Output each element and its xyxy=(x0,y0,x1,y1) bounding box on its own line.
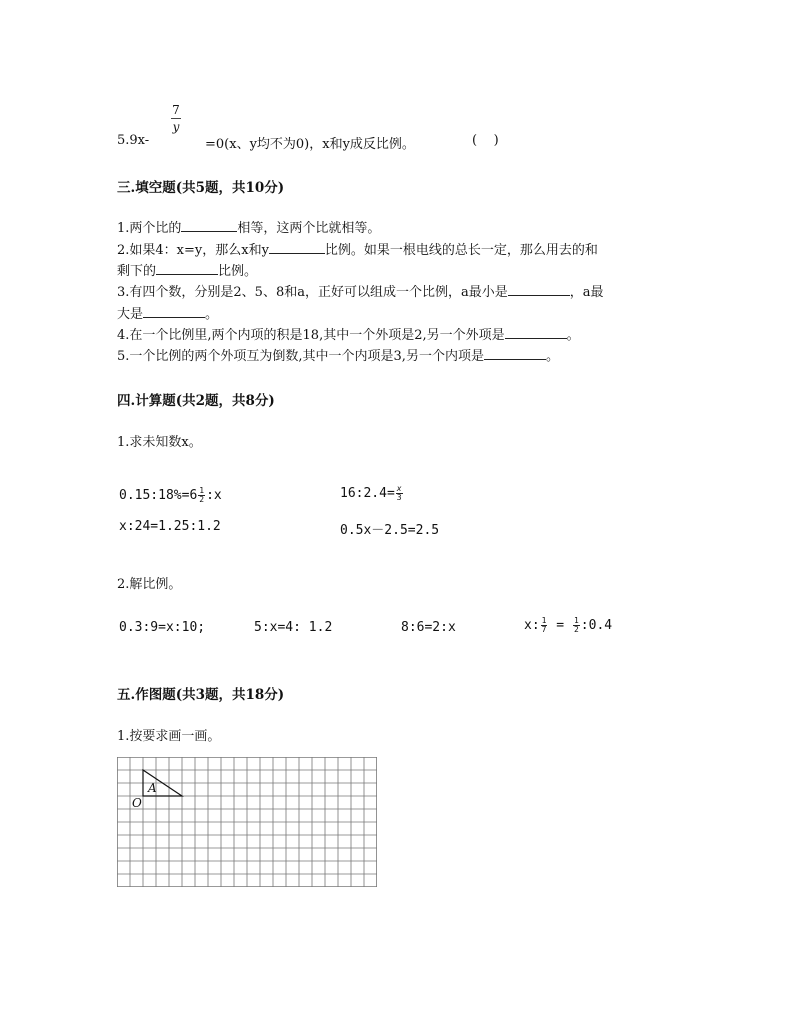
origin-label-o: O xyxy=(132,796,142,810)
fill-blank[interactable] xyxy=(181,220,237,232)
q5-fraction-denominator: y xyxy=(172,120,180,134)
calc-q2-eq-2: 5:x=4: 1.2 xyxy=(254,620,333,635)
fill-blank[interactable] xyxy=(505,327,567,339)
section3-heading: 三.填空题(共5题，共10分) xyxy=(117,180,285,196)
eq-text: 0.15:18%=6 xyxy=(119,488,198,503)
eq-text: :0.4 xyxy=(580,618,613,633)
eq-text: 16:2.4= xyxy=(340,486,395,501)
fill-blank[interactable] xyxy=(484,348,546,360)
fill-item-3-text-b: ，a最 xyxy=(569,285,604,300)
section4-heading: 四.计算题(共2题，共8分) xyxy=(117,393,275,409)
fill-item-2-text-c: 剩下的 xyxy=(117,264,157,279)
q5-prefix: 5.9x- xyxy=(117,133,150,148)
calc-q1-eq-3: x:24=1.25:1.2 xyxy=(119,519,221,534)
fill-item-5-text-b: 。 xyxy=(545,349,559,364)
calc-q2-eq-4 xyxy=(524,617,612,634)
fill-item-1 xyxy=(117,217,380,236)
fill-item-3-text-d: 。 xyxy=(205,307,219,322)
eq-text: :x xyxy=(206,488,222,503)
calc-q1-title: 1.求未知数x。 xyxy=(117,435,202,450)
fill-item-4 xyxy=(117,324,580,343)
fill-item-5-text-a: 5.一个比例的两个外项互为倒数,其中一个内项是3,另一个内项是 xyxy=(117,349,484,364)
calc-q1-eq-4: 0.5x－2.5=2.5 xyxy=(340,523,440,538)
fill-blank[interactable] xyxy=(156,263,218,275)
fill-item-4-text-b: 。 xyxy=(566,328,580,343)
fill-item-2-text-d: 比例。 xyxy=(218,264,258,279)
fill-item-2-text-b: 比例。如果一根电线的总长一定，那么用去的和 xyxy=(324,243,598,258)
q5-fraction xyxy=(171,103,181,134)
q5-suffix: =0(x、y均不为0)，x和y成反比例。 xyxy=(205,137,415,152)
fill-blank[interactable] xyxy=(269,242,325,254)
section5-heading: 五.作图题(共3题，共18分) xyxy=(117,687,285,703)
eq-text: x: xyxy=(524,618,540,633)
fill-blank[interactable] xyxy=(143,306,205,318)
draw-q1-title: 1.按要求画一画。 xyxy=(117,729,221,744)
fill-item-2-text-a: 2.如果4：x=y，那么x和y xyxy=(117,243,269,258)
fill-item-3-line-1 xyxy=(117,281,603,300)
calc-q2-title: 2.解比例。 xyxy=(117,577,182,592)
fill-item-1-text-a: 1.两个比的 xyxy=(117,221,182,236)
calc-q1-eq-2 xyxy=(340,485,404,502)
fill-item-3-line-2 xyxy=(117,303,218,322)
q5-fraction-numerator: 7 xyxy=(172,103,180,117)
q5-answer-bracket[interactable]: ( ) xyxy=(472,133,499,148)
fill-item-1-text-b: 相等，这两个比就相等。 xyxy=(237,221,381,236)
calc-q1-eq-1 xyxy=(119,487,222,504)
fill-item-4-text-a: 4.在一个比例里,两个内项的积是18,其中一个外项是2,另一个外项是 xyxy=(117,328,505,343)
fill-item-3-text-a: 3.有四个数，分别是2、5、8和a，正好可以组成一个比例，a最小是 xyxy=(117,285,508,300)
calc-q2-eq-1: 0.3:9=x:10; xyxy=(119,620,206,635)
fill-item-3-text-c: 大是 xyxy=(117,307,144,322)
fill-item-2-line-1 xyxy=(117,239,598,258)
fraction: $\frac{x}{3}$ xyxy=(396,484,402,502)
q5-fraction-bar xyxy=(171,118,181,119)
calc-q2-eq-3: 8:6=2:x xyxy=(401,620,456,635)
fill-item-2-line-2 xyxy=(117,260,257,279)
fill-item-5 xyxy=(117,345,559,364)
drawing-grid[interactable] xyxy=(117,757,377,887)
fraction: $\frac{1}{2}$ xyxy=(573,616,579,634)
eq-text: = xyxy=(548,618,572,633)
fill-blank[interactable] xyxy=(508,284,570,296)
triangle-label-a: A xyxy=(148,781,157,795)
fraction: $\frac{1}{7}$ xyxy=(541,616,547,634)
fraction: $\frac{1}{2}$ xyxy=(199,486,205,504)
